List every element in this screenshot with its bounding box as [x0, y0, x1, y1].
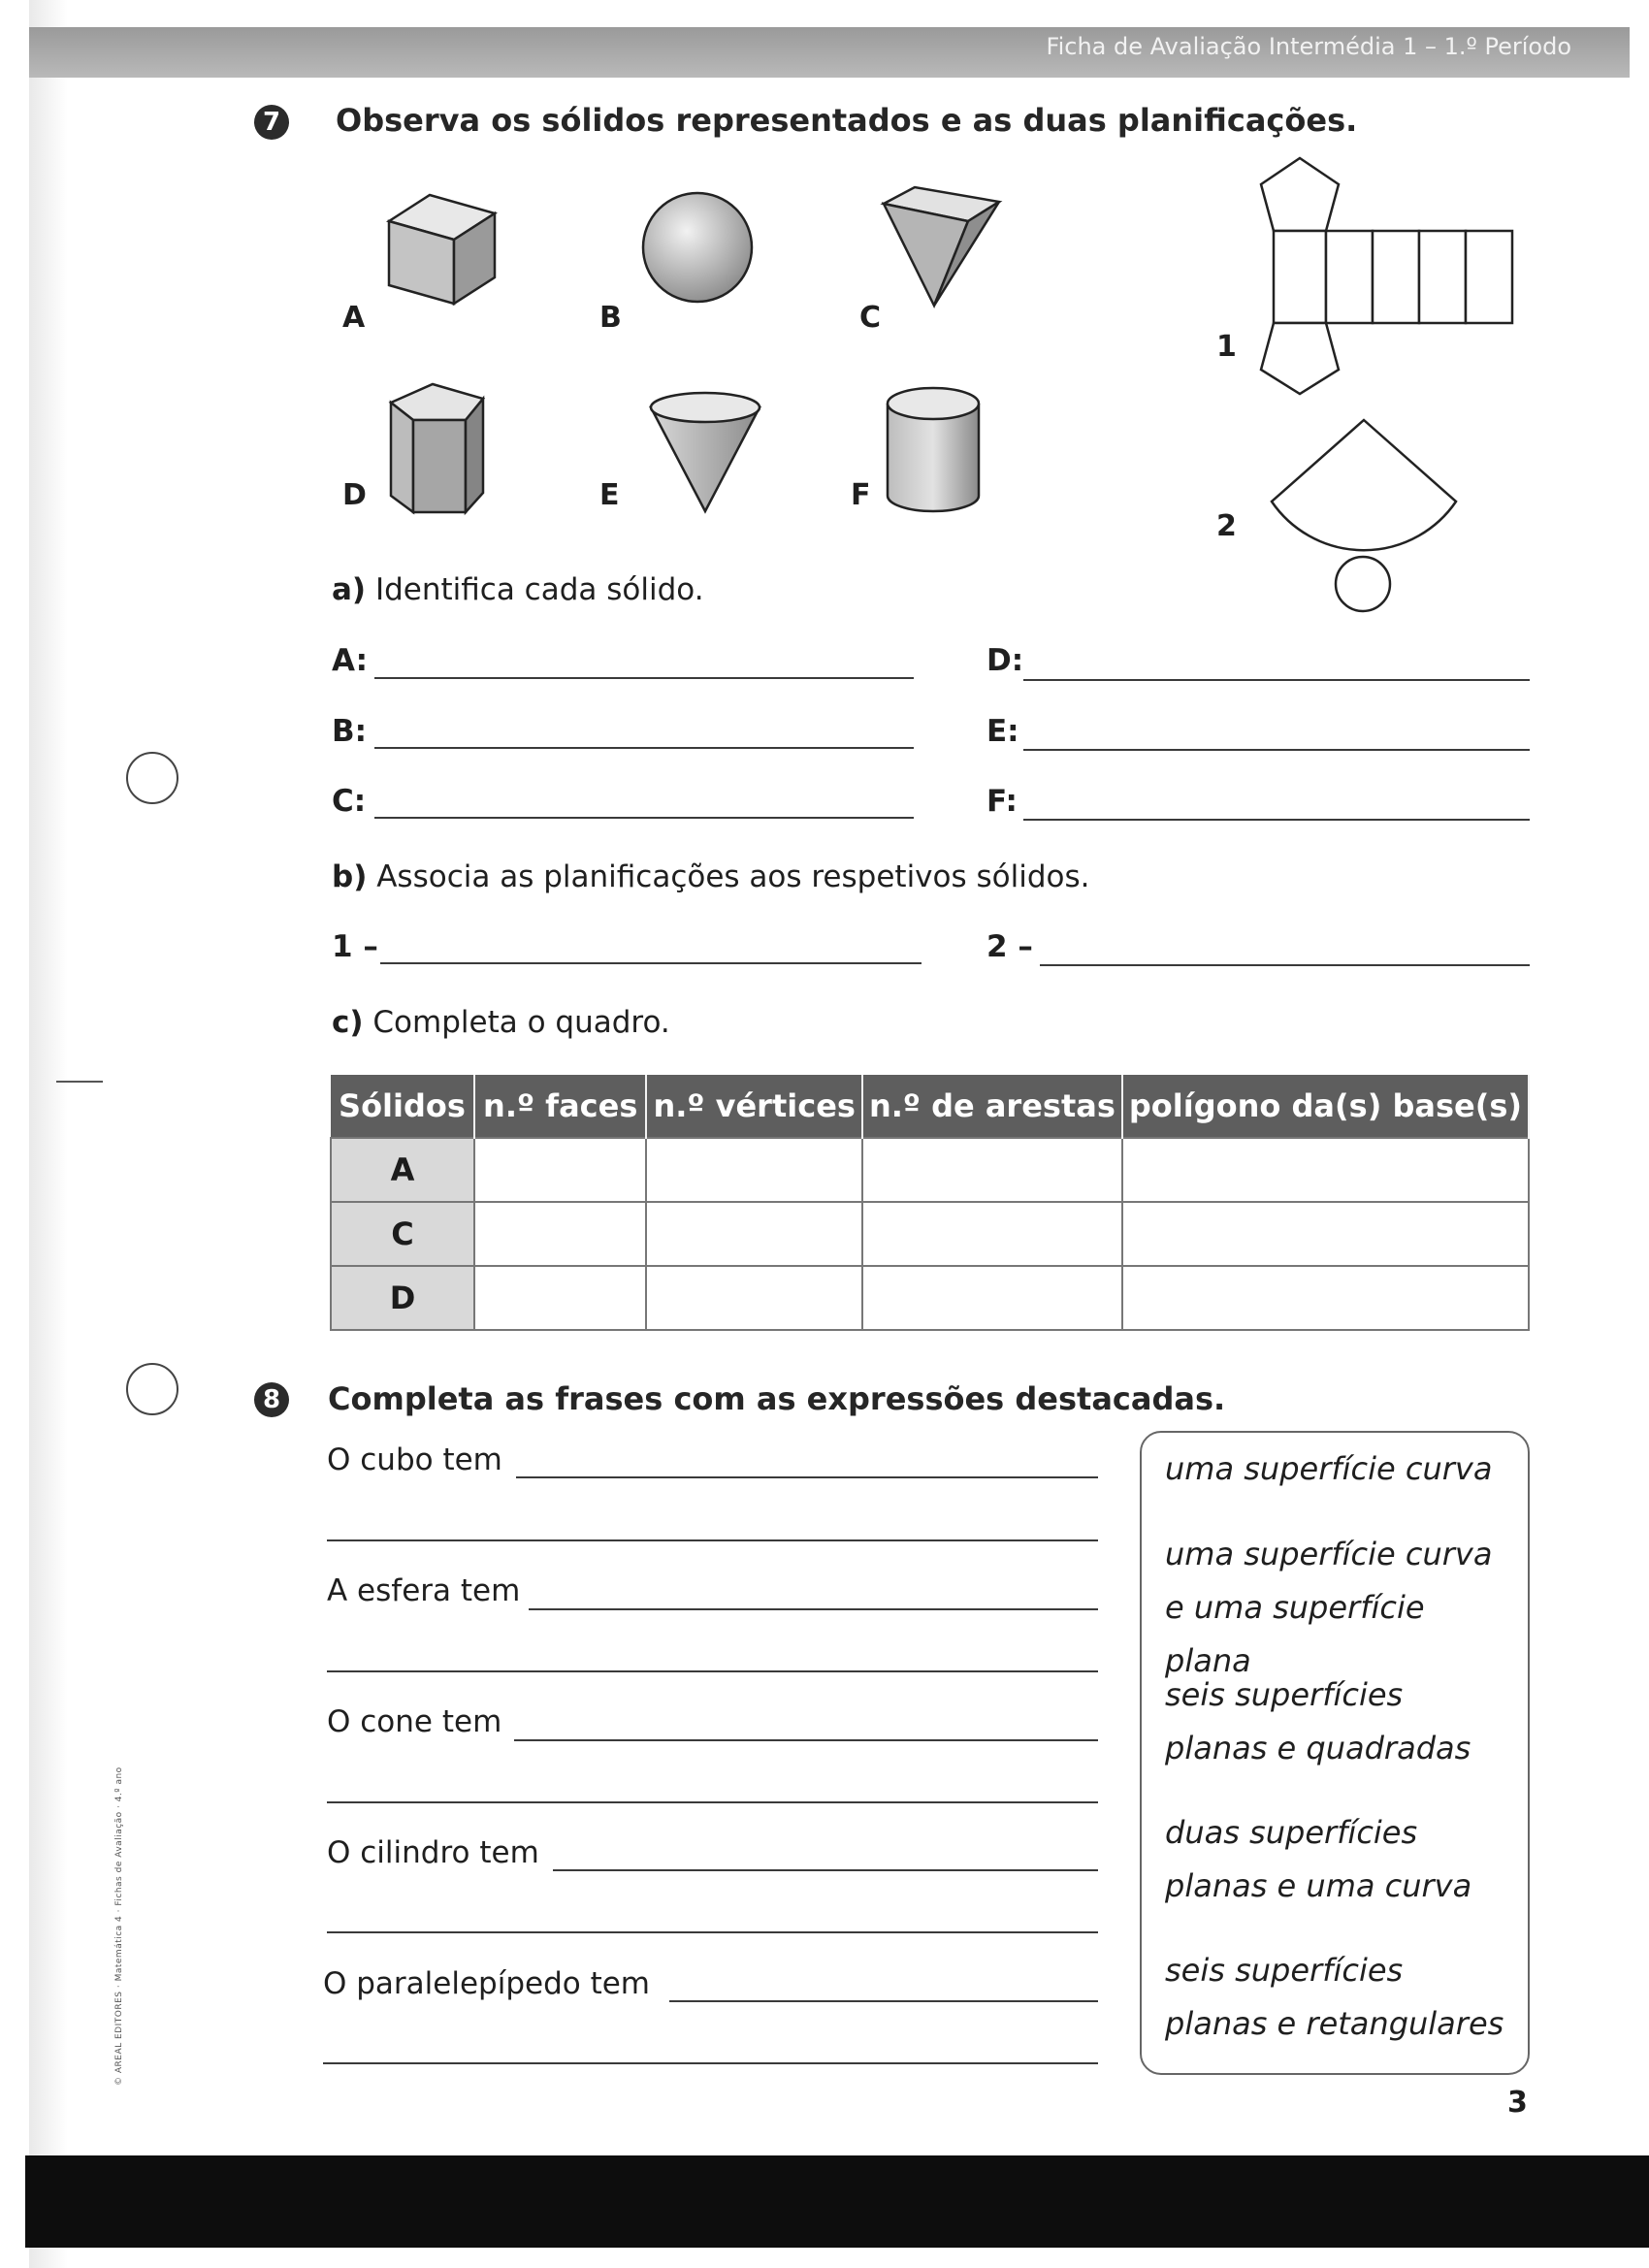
answer-line-parallelepiped[interactable] — [669, 2000, 1098, 2002]
answer-line-cube[interactable] — [516, 1476, 1098, 1478]
table-row — [331, 1202, 1529, 1266]
sentence-cylinder: O cilindro tem — [327, 1835, 539, 1870]
table-row-label: A — [331, 1138, 474, 1202]
part-c-prompt — [332, 1005, 670, 1040]
field-label-f: F: — [986, 784, 1018, 819]
question-number-7: 7 — [254, 105, 289, 140]
answer-line-a[interactable] — [374, 677, 914, 679]
binder-hole — [126, 752, 178, 804]
page-number: 3 — [1507, 2086, 1528, 2120]
net-label-1: 1 — [1216, 330, 1237, 364]
table-header-row — [331, 1075, 1529, 1138]
part-c-label: c) — [332, 1005, 364, 1040]
net-field-label-2: 2 – — [986, 929, 1033, 964]
solid-label-a: A — [342, 301, 366, 335]
expression-item: seis superfícies planas e retangulares — [1165, 1952, 1504, 2042]
part-c-text: Completa o quadro. — [372, 1005, 670, 1040]
sentence-sphere: A esfera tem — [327, 1573, 521, 1608]
answer-line-sphere[interactable] — [529, 1608, 1098, 1610]
table-cell[interactable] — [862, 1202, 1122, 1266]
table-row-label: C — [331, 1202, 474, 1266]
table-cell[interactable] — [474, 1266, 647, 1330]
table-cell[interactable] — [1122, 1138, 1529, 1202]
table-header-faces: n.º faces — [474, 1075, 647, 1138]
question-number-8: 8 — [254, 1382, 289, 1417]
fold-mark — [56, 1081, 103, 1083]
table-cell[interactable] — [646, 1266, 861, 1330]
cone-net-illustration — [1269, 417, 1463, 616]
table-cell[interactable] — [1122, 1202, 1529, 1266]
scan-bottom-border — [25, 2155, 1649, 2248]
table-cell[interactable] — [862, 1266, 1122, 1330]
field-label-e: E: — [986, 714, 1019, 749]
sentence-parallelepiped: O paralelepípedo tem — [323, 1966, 651, 2001]
part-b-label: b) — [332, 859, 368, 894]
field-label-a: A: — [332, 643, 368, 678]
answer-line-sphere-2[interactable] — [327, 1670, 1098, 1672]
page-margin — [0, 0, 29, 2268]
copyright-text: © AREAL EDITORES · Matemática 4 · Fichas de Avaliação · 4.º ano — [114, 1766, 124, 2086]
answer-line-cylinder-2[interactable] — [327, 1931, 1098, 1933]
sentence-cone: O cone tem — [327, 1704, 502, 1739]
expression-item: uma superfície curva e uma superfície plana — [1165, 1536, 1493, 1679]
table-cell[interactable] — [646, 1138, 861, 1202]
table-cell[interactable] — [862, 1138, 1122, 1202]
sentence-cube: O cubo tem — [327, 1442, 502, 1477]
expression-item: uma superfície curva — [1165, 1450, 1493, 1487]
pyramid-solid-illustration — [881, 184, 1002, 308]
field-label-c: C: — [332, 784, 367, 819]
table-header-solids: Sólidos — [331, 1075, 474, 1138]
solid-label-c: C — [859, 301, 882, 335]
answer-line-parallelepiped-2[interactable] — [323, 2062, 1098, 2064]
solid-label-e: E — [599, 478, 620, 512]
answer-line-d[interactable] — [1023, 679, 1530, 681]
question-7-title: Observa os sólidos representados e as duas planificações. — [336, 102, 1358, 139]
answer-line-f[interactable] — [1023, 819, 1530, 821]
part-a-label: a) — [332, 572, 367, 607]
table-row-label: D — [331, 1266, 474, 1330]
table-row — [331, 1266, 1529, 1330]
field-label-b: B: — [332, 714, 368, 749]
solid-label-f: F — [851, 478, 871, 512]
table-header-vertices: n.º vértices — [646, 1075, 861, 1138]
binder-hole — [126, 1363, 178, 1415]
answer-line-b[interactable] — [374, 747, 914, 749]
table-cell[interactable] — [474, 1138, 647, 1202]
answer-line-cube-2[interactable] — [327, 1539, 1098, 1541]
expressions-box — [1140, 1431, 1530, 2075]
net-label-2: 2 — [1216, 509, 1237, 543]
header-title: Ficha de Avaliação Intermédia 1 – 1.º Período — [1046, 33, 1571, 60]
part-b-prompt — [332, 859, 1090, 894]
cylinder-solid-illustration — [885, 384, 982, 515]
table-cell[interactable] — [474, 1202, 647, 1266]
solid-label-d: D — [342, 478, 367, 512]
field-label-d: D: — [986, 643, 1024, 678]
answer-line-net-1[interactable] — [380, 962, 922, 964]
pentagonal-prism-net-illustration — [1256, 155, 1518, 398]
answer-line-c[interactable] — [374, 817, 914, 819]
sphere-solid-illustration — [640, 190, 755, 305]
expression-item: duas superfícies planas e uma curva — [1165, 1814, 1472, 1904]
answer-line-e[interactable] — [1023, 749, 1530, 751]
table-cell[interactable] — [646, 1202, 861, 1266]
pentagonal-prism-solid-illustration — [386, 381, 488, 517]
answer-line-net-2[interactable] — [1040, 964, 1530, 966]
table-cell[interactable] — [1122, 1266, 1529, 1330]
part-b-text: Associa as planificações aos respetivos sólidos. — [376, 859, 1090, 894]
net-field-label-1: 1 – — [332, 929, 378, 964]
part-a-prompt — [332, 572, 704, 607]
answer-line-cone-2[interactable] — [327, 1801, 1098, 1803]
table-row — [331, 1138, 1529, 1202]
solid-label-b: B — [599, 301, 622, 335]
cone-solid-illustration — [648, 390, 762, 514]
table-header-base-polygon: polígono da(s) base(s) — [1122, 1075, 1529, 1138]
expression-item: seis superfícies planas e quadradas — [1165, 1676, 1471, 1766]
question-8-title: Completa as frases com as expressões destacadas. — [328, 1380, 1226, 1417]
cube-solid-illustration — [386, 192, 498, 307]
part-a-text: Identifica cada sólido. — [374, 572, 704, 607]
answer-line-cone[interactable] — [514, 1739, 1098, 1741]
solids-properties-table — [330, 1075, 1530, 1331]
table-header-edges: n.º de arestas — [862, 1075, 1122, 1138]
answer-line-cylinder[interactable] — [553, 1869, 1098, 1871]
